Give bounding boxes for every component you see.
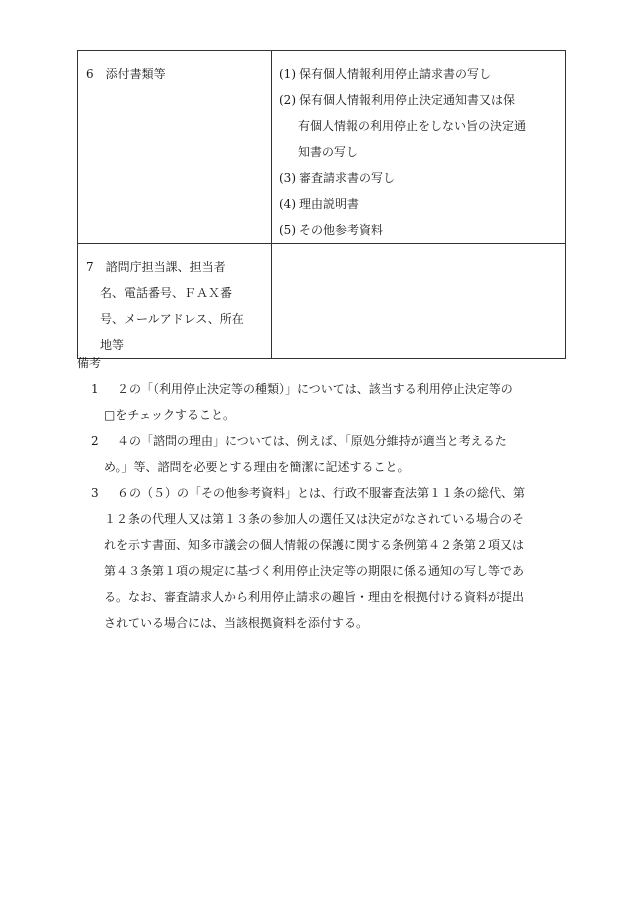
contact-label-line: 7 諮問庁担当課、担当者 <box>86 260 226 274</box>
list-item: (3) 審査請求書の写し <box>279 171 396 185</box>
remarks-title: 備考 <box>77 356 102 370</box>
remark-item: 2 ４の「諮問の理由」については、例えば、「原処分維持が適当と考えるた め。」等、諮問を必要とする理由を簡潔に記述すること。 <box>77 428 577 480</box>
list-item: (2) 保有個人情報利用停止決定通知書又は保 <box>279 93 516 107</box>
remarks-section <box>77 350 577 636</box>
attachments-label: 6 添付書類等 <box>86 67 166 81</box>
remark-item: 1 ２の「（利用停止決定等の種類）」については、該当する利用停止決定等の □をチェックすること。 <box>77 376 577 428</box>
remark-number: 3 <box>91 486 99 500</box>
table-row-contact <box>78 244 566 359</box>
remark-number: 2 <box>91 434 99 448</box>
list-item-continuation: 有個人情報の利用停止をしない旨の決定通 <box>298 119 527 133</box>
contact-label-line: 号、メールアドレス、所在 <box>100 312 244 326</box>
contact-label-cell <box>78 244 272 359</box>
list-item: (5) その他参考資料 <box>279 223 384 237</box>
attachments-value-cell <box>272 51 566 244</box>
remark-number: 1 <box>91 382 99 396</box>
attachments-label-cell <box>78 51 272 244</box>
list-item: (4) 理由説明書 <box>279 197 360 211</box>
table-row-attachments <box>78 51 566 244</box>
remark-item: 3 ６の（５）の「その他参考資料」とは、行政不服審査法第１１条の総代、第 １２条の代理人又は第１３条の参加人の選任又は決定がなされている場合のそ れを示す書面、知多市議会の個人情報の保護に関する条例第４２条第２項又は 第４３条第１項の規定に基づく利用停止決定等の期限に係る通知の写し等であ る。なお、審査請求人から利用停止請求の趣旨・理由を根拠付ける資料が提出 されている場合には、当該根拠資料を添付する。 <box>77 480 577 636</box>
contact-label-line: 名、電話番号、ＦＡＸ番 <box>100 286 233 300</box>
list-item: (1) 保有個人情報利用停止請求書の写し <box>279 67 492 81</box>
form-table <box>77 50 566 359</box>
attachments-list <box>272 51 565 243</box>
list-item-continuation: 知書の写し <box>298 145 359 159</box>
contact-label-line: 地等 <box>100 338 125 352</box>
contact-value-cell[interactable] <box>272 244 566 359</box>
